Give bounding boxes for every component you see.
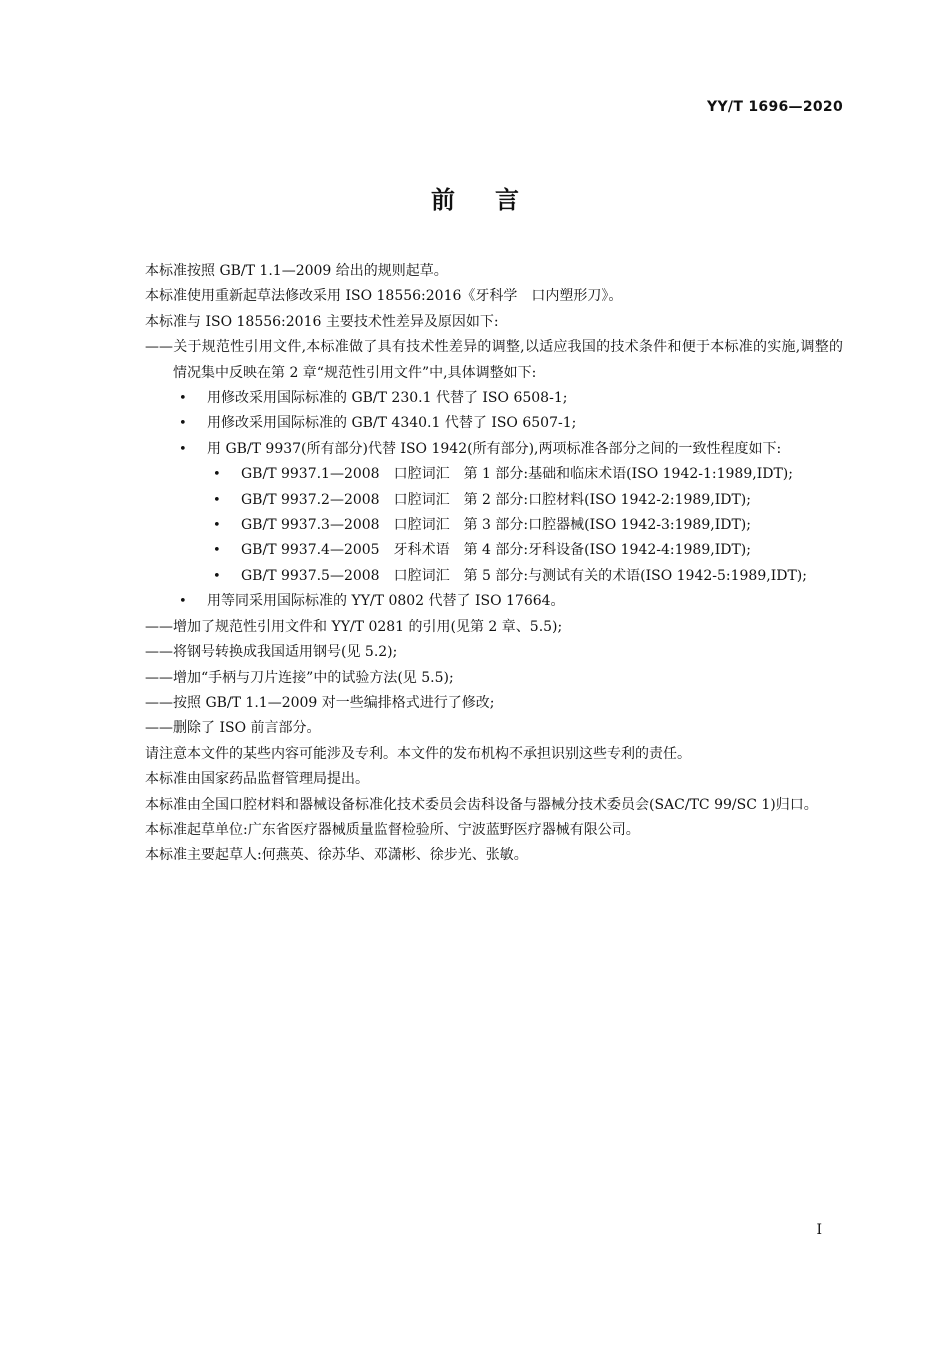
bullet-icon: • — [179, 416, 187, 432]
page-title: 前言 — [431, 186, 559, 214]
paragraph-drafters: 本标准主要起草人:何燕英、徐苏华、邓潇彬、徐步光、张敏。 — [145, 847, 528, 864]
paragraph-patent-notice: 请注意本文件的某些内容可能涉及专利。本文件的发布机构不承担识别这些专利的责任。 — [145, 745, 691, 762]
sub-bullet-text: GB/T 9937.4—2005 牙科术语 第 4 部分:牙科设备(ISO 1942-4:1989,IDT); — [241, 542, 751, 559]
bullet-icon: • — [179, 391, 187, 407]
dash-item-normative-references: ——关于规范性引用文件,本标准做了具有技术性差异的调整,以适应我国的技术条件和便于本标准的实施,调整的情况集中反映在第 2 章“规范性引用文件”中,具体调整如下: — [145, 339, 843, 381]
dash-item-format: ——按照 GB/T 1.1—2009 对一些编排格式进行了修改; — [145, 694, 495, 711]
paragraph-drafting-rules: 本标准按照 GB/T 1.1—2009 给出的规则起草。 — [145, 263, 448, 279]
bullet-icon: • — [179, 594, 187, 610]
sub-bullet-text: GB/T 9937.1—2008 口腔词汇 第 1 部分:基础和临床术语(ISO 1942-1:1989,IDT); — [241, 466, 793, 483]
sub-bullet-text: GB/T 9937.5—2008 口腔词汇 第 5 部分:与测试有关的术语(ISO 1942-5:1989,IDT); — [241, 567, 807, 584]
paragraph-proposer: 本标准由国家药品监督管理局提出。 — [145, 771, 369, 788]
dash-item-test-method: ——增加“手柄与刀片连接”中的试验方法(见 5.5); — [145, 669, 454, 686]
bullet-item — [108, 589, 843, 614]
sub-bullet-text: GB/T 9937.3—2008 口腔词汇 第 3 部分:口腔器械(ISO 1942-3:1989,IDT); — [241, 517, 751, 534]
sub-bullet-item — [108, 564, 843, 589]
bullet-icon: • — [213, 518, 221, 534]
sub-bullet-item — [108, 488, 843, 513]
bullet-text: 用修改采用国际标准的 GB/T 4340.1 代替了 ISO 6507-1; — [207, 415, 577, 432]
bullet-icon: • — [213, 492, 221, 508]
sub-bullet-item — [108, 538, 843, 563]
sub-bullet-item — [108, 513, 843, 538]
dash-item-steel-grade: ——将钢号转换成我国适用钢号(见 5.2); — [145, 644, 398, 661]
dash-item-added-reference: ——增加了规范性引用文件和 YY/T 0281 的引用(见第 2 章、5.5); — [145, 618, 563, 635]
bullet-item — [108, 411, 843, 436]
bullet-icon: • — [179, 441, 187, 457]
bullet-item — [108, 386, 843, 411]
paragraph-differences-intro: 本标准与 ISO 18556:2016 主要技术性差异及原因如下: — [145, 313, 499, 330]
bullet-text: 用修改采用国际标准的 GB/T 230.1 代替了 ISO 6508-1; — [207, 390, 568, 407]
bullet-item — [108, 437, 843, 462]
sub-bullet-text: GB/T 9937.2—2008 口腔词汇 第 2 部分:口腔材料(ISO 1942-2:1989,IDT); — [241, 491, 751, 508]
sub-bullet-item — [108, 462, 843, 487]
standard-number: YY/T 1696—2020 — [707, 99, 843, 115]
bullet-icon: • — [213, 467, 221, 483]
bullet-text: 用等同采用国际标准的 YY/T 0802 代替了 ISO 17664。 — [207, 593, 565, 610]
dash-item-iso-foreword: ——删除了 ISO 前言部分。 — [145, 720, 321, 737]
bullet-text: 用 GB/T 9937(所有部分)代替 ISO 1942(所有部分),两项标准各部分之间的一致性程度如下: — [207, 440, 782, 457]
bullet-icon: • — [213, 543, 221, 559]
paragraph-drafting-units: 本标准起草单位:广东省医疗器械质量监督检验所、宁波蓝野医疗器械有限公司。 — [145, 821, 640, 838]
foreword-body — [108, 259, 843, 869]
paragraph-adoption: 本标准使用重新起草法修改采用 ISO 18556:2016《牙科学 口内塑形刀》。 — [145, 288, 623, 305]
paragraph-committee: 本标准由全国口腔材料和器械设备标准化技术委员会齿科设备与器械分技术委员会(SAC/TC 99/SC 1)归口。 — [145, 796, 818, 813]
page-number: I — [816, 1222, 822, 1238]
bullet-icon: • — [213, 568, 221, 584]
